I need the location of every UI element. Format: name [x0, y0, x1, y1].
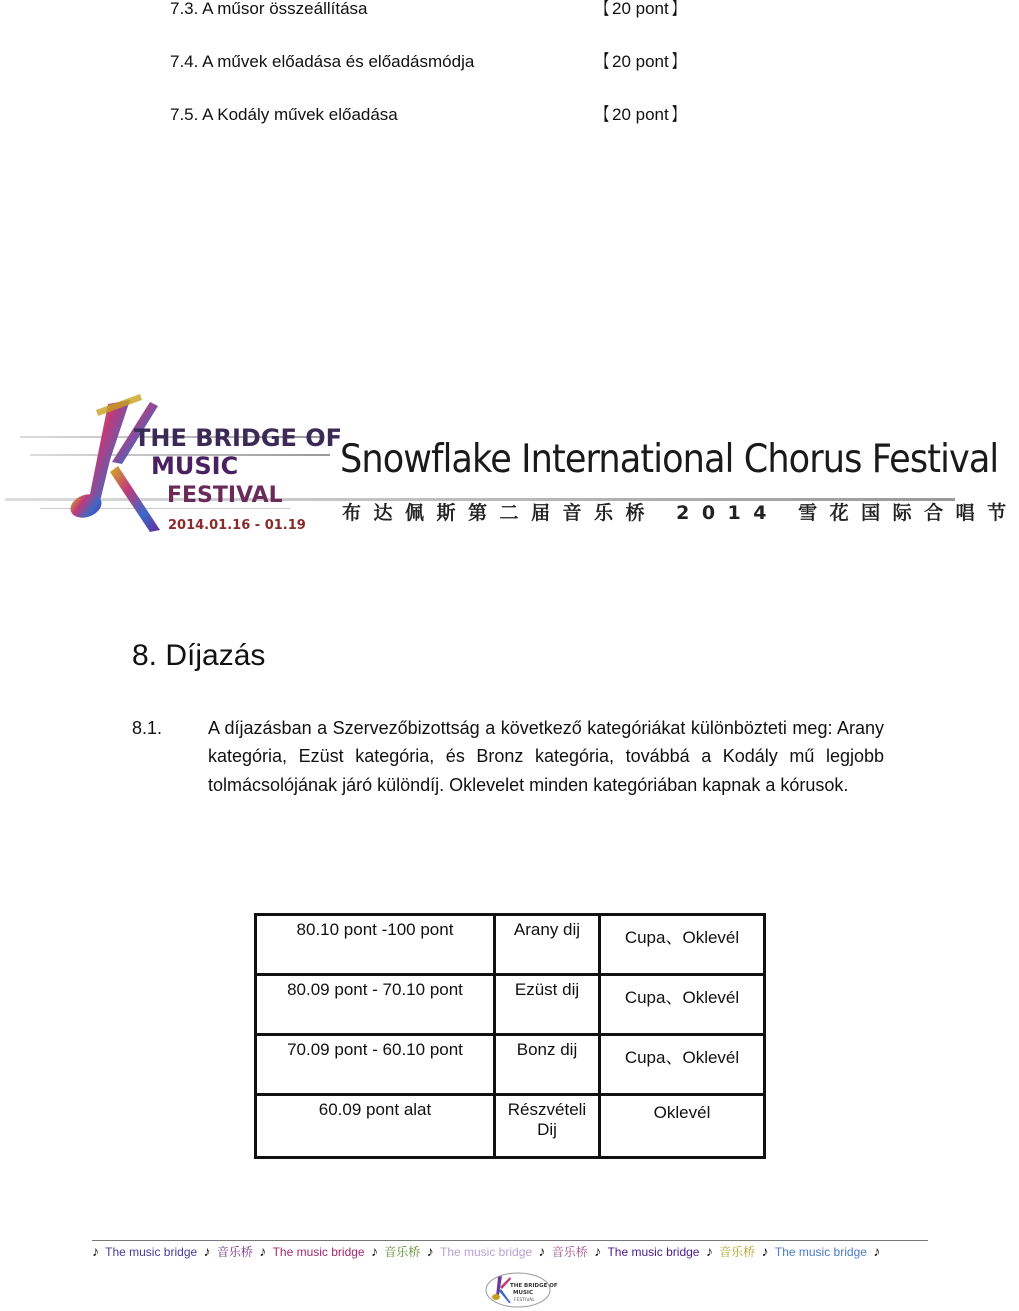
footer-text-cn: 音乐桥 [216, 1245, 253, 1259]
paragraph-text: A díjazásban a Szervezőbizottság a következő kategóriákat különbözteti meg: Arany kategória, Ezüst kategória, és Bronz kategória, továbbá a Kodály mű legjobb tolmácsolójának járó különdíj. Oklevelet minden kategóriában kapnak a kórusok. [208, 718, 884, 795]
prize-cell: Cupa、Oklevél [600, 915, 765, 975]
table-row [256, 1035, 765, 1095]
footer-text-cn: 音乐桥 [719, 1245, 756, 1259]
footer-band [92, 1243, 883, 1260]
logo-title-line2: MUSIC [151, 452, 239, 480]
score-range-cell: 80.10 pont -100 pont [256, 915, 495, 975]
music-note-icon: ♪ [92, 1243, 99, 1259]
footer-text-cn: 音乐桥 [384, 1245, 421, 1259]
svg-text:MUSIC: MUSIC [513, 1290, 533, 1296]
footer-text-en: The music bridge [272, 1245, 365, 1259]
music-note-icon: ♪ [203, 1243, 211, 1259]
criterion-points: 【 20 pont 】 [598, 105, 683, 124]
score-range-cell: 80.09 pont - 70.10 pont [256, 975, 495, 1035]
music-note-icon: ♪ [873, 1243, 881, 1259]
award-cell: Arany dij [495, 915, 600, 975]
music-note-icon: ♪ [259, 1243, 267, 1259]
footer-text-en: The music bridge [607, 1245, 700, 1259]
table-row [256, 975, 765, 1035]
criterion-label: 7.3. A műsor összeállítása [170, 0, 368, 18]
footer-logo-icon [484, 1271, 558, 1309]
table-row [256, 1095, 765, 1158]
music-note-icon: ♪ [705, 1243, 713, 1259]
prize-table [254, 913, 766, 1159]
award-cell: Bonz dij [495, 1035, 600, 1095]
svg-text:THE BRIDGE OF: THE BRIDGE OF [510, 1283, 558, 1289]
festival-title: Snowflake International Chorus Festival [340, 437, 999, 482]
score-range-cell: 60.09 pont alat [256, 1095, 495, 1158]
logo-date: 2014.01.16 - 01.19 [168, 518, 306, 533]
music-note-icon: ♪ [761, 1243, 769, 1259]
score-range-cell: 70.09 pont - 60.10 pont [256, 1035, 495, 1095]
footer-text-en: The music bridge [774, 1245, 867, 1259]
prize-cell: Cupa、Oklevél [600, 1035, 765, 1095]
award-cell: Részvételi Dij [495, 1095, 600, 1158]
logo-title-line3: FESTIVAL [167, 483, 283, 508]
music-note-icon: ♪ [426, 1243, 434, 1259]
music-note-icon: ♪ [594, 1243, 602, 1259]
svg-text:FESTIVAL: FESTIVAL [514, 1298, 535, 1303]
criterion-label: 7.5. A Kodály művek előadása [170, 105, 398, 124]
prize-cell: Cupa、Oklevél [600, 975, 765, 1035]
logo-title-line1: THE BRIDGE OF [134, 424, 343, 452]
festival-subtitle-chinese: 布达佩斯第二届音乐桥 2014 雪花国际合唱节 [342, 502, 1019, 524]
footer-text-en: The music bridge [105, 1245, 198, 1259]
section-heading: 8. Díjazás [132, 639, 266, 672]
footer-text-en: The music bridge [440, 1245, 533, 1259]
paragraph-number: 8.1. [132, 718, 163, 738]
criterion-points: 【 20 pont 】 [598, 0, 683, 18]
award-cell: Ezüst dij [495, 975, 600, 1035]
prize-cell: Oklevél [600, 1095, 765, 1158]
music-note-icon: ♪ [538, 1243, 546, 1259]
table-row [256, 915, 765, 975]
criterion-label: 7.4. A művek előadása és előadásmódja [170, 52, 475, 71]
footer-text-cn: 音乐桥 [551, 1245, 588, 1259]
footer-divider [92, 1240, 928, 1241]
criterion-points: 【 20 pont 】 [598, 52, 683, 71]
music-note-icon: ♪ [370, 1243, 378, 1259]
